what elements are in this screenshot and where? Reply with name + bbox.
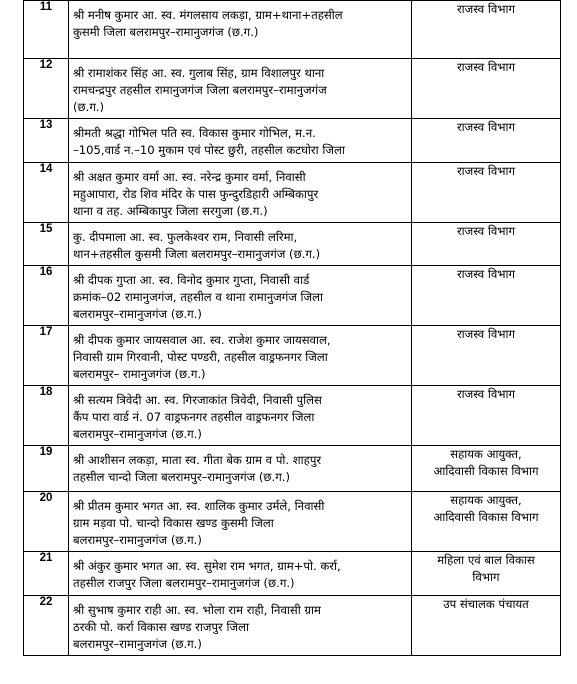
department-line: राजस्व विभाग [456,164,516,178]
document-page [23,0,561,656]
department-cell [412,386,561,446]
name-address-line: कैंप पारा वार्ड नं. 07 वाड्रफनगर तहसील वाड्रफनगर जिला [73,410,315,424]
department-line: उप संचालक पंचायत [443,597,529,611]
name-address-line: श्रीमती श्रद्धा गोभिल पति स्व. विकास कुमार गोभिल, म.न. [73,126,316,140]
department-cell [412,596,561,656]
name-address-line: महुआपारा, रोड शिव मंदिर के पास फुन्दुरडिहारी अम्बिकापुर [73,187,319,201]
name-address-line: बलरामपुर–रामानुजगंज (छ.ग.) [73,533,202,547]
serial-number: 18 [24,386,69,446]
table-row [24,1,561,59]
name-address-line: तहसील राजपुर जिला बलरामपुर–रामानुजगंज (छ.ग.) [73,576,295,590]
name-address-line: रामचन्द्रपुर तहसील रामानुजगंज जिला बलरामपुर–रामानुजगंज [73,83,327,97]
department-cell [412,223,561,266]
name-address-cell [69,1,412,59]
department-cell [412,119,561,163]
table-row [24,596,561,656]
serial-number: 19 [24,446,69,492]
name-address-line: श्री सुभाष कुमार राही आ. स्व. भोला राम राही, निवासी ग्राम [73,603,321,617]
name-address-line: –105,वार्ड न.–10 मुकाम एवं पोस्ट छुरी, तहसील कटघोरा जिला [73,143,345,157]
table-row [24,386,561,446]
name-address-cell [69,326,412,386]
serial-number: 15 [24,223,69,266]
department-line: राजस्व विभाग [456,267,516,281]
name-address-line: श्री दीपक कुमार जायसवाल आ. स्व. राजेश कुमार जायसवाल, [73,333,331,347]
name-address-cell [69,266,412,326]
table-row [24,59,561,119]
table-row [24,492,561,552]
name-address-line: श्री आशीसन लकड़ा, माता स्व. गीता बेक ग्राम व पो. शाहपुर [73,453,322,467]
department-line: आदिवासी विकास विभाग [433,464,539,478]
department-line: विभाग [472,570,500,584]
name-address-line: श्री दीपक गुप्ता आ. स्व. विनोद कुमार गुप्ता, निवासी वार्ड [73,273,310,287]
name-address-line: ग्राम मड़वा पो. चान्दो विकास खण्ड कुसमी जिला [73,516,274,530]
table-row [24,163,561,223]
table-row [24,119,561,163]
serial-number: 17 [24,326,69,386]
table-row [24,266,561,326]
name-address-line: बलरामपुर– रामानुजगंज (छ.ग.) [73,367,206,381]
department-cell [412,266,561,326]
name-address-line: थाना व तह. अम्बिकापुर जिला सरगुजा (छ.ग.) [73,204,268,218]
department-line: राजस्व विभाग [456,327,516,341]
serial-number: 20 [24,492,69,552]
name-address-line: निवासी ग्राम गिरवानी, पोस्ट पण्डरी, तहसील वाड्रफनगर जिला [73,350,328,364]
department-cell [412,163,561,223]
name-address-line: श्री सत्यम त्रिवेदी आ. स्व. गिरजाकांत त्रिवेदी, निवासी पुलिस [73,393,322,407]
table-row [24,326,561,386]
department-cell [412,1,561,59]
department-cell [412,326,561,386]
name-address-cell [69,59,412,119]
department-line: राजस्व विभाग [456,2,516,16]
name-address-cell [69,386,412,446]
beneficiary-table [23,0,561,656]
department-line: सहायक आयुक्त, [450,447,522,461]
department-cell [412,492,561,552]
department-line: राजस्व विभाग [456,224,516,238]
name-address-line: बलरामपुर–रामानुजगंज (छ.ग.) [73,637,202,651]
name-address-line: ठरकी पो. कर्रा विकास खण्ड राजपुर जिला [73,620,249,634]
name-address-line: श्री अंकुर कुमार भगत आ. स्व. सुमेश राम भगत, ग्राम+पो. कर्रा, [73,559,341,573]
name-address-line: कुसमी जिला बलरामपुर–रामानुजगंज (छ.ग.) [73,25,259,39]
name-address-cell [69,223,412,266]
department-cell [412,552,561,596]
name-address-line: श्री रामाशंकर सिंह आ. स्व. गुलाब सिंह, ग्राम विशालपुर थाना [73,66,325,80]
table-row [24,552,561,596]
serial-number: 22 [24,596,69,656]
department-line: राजस्व विभाग [456,60,516,74]
department-cell [412,446,561,492]
name-address-cell [69,446,412,492]
name-address-line: बलरामपुर–रामानुजगंज (छ.ग.) [73,307,202,321]
serial-number: 16 [24,266,69,326]
name-address-line: थान+तहसील कुसमी जिला बलरामपुर–रामानुजगंज (छ.ग.) [73,247,321,261]
department-line: सहायक आयुक्त, [450,493,522,507]
serial-number: 21 [24,552,69,596]
table-row [24,223,561,266]
table-body [24,1,561,656]
name-address-cell [69,492,412,552]
department-line: महिला एवं बाल विकास [437,553,535,567]
serial-number: 13 [24,119,69,163]
department-line: राजस्व विभाग [456,387,516,401]
name-address-cell [69,596,412,656]
name-address-line: कु. दीपमाला आ. स्व. फुलकेश्वर राम, निवासी लरिमा, [73,230,298,244]
name-address-line: श्री मनीष कुमार आ. स्व. मंगलसाय लकड़ा, ग्राम+थाना+तहसील [73,8,343,22]
serial-number: 12 [24,59,69,119]
serial-number: 14 [24,163,69,223]
name-address-line: श्री प्रीतम कुमार भगत आ. स्व. शालिक कुमार उर्मले, निवासी [73,499,325,513]
name-address-cell [69,552,412,596]
name-address-cell [69,163,412,223]
name-address-line: श्री अक्षत कुमार वर्मा आ. स्व. नरेन्द्र कुमार वर्मा, निवासी [73,170,306,184]
table-row [24,446,561,492]
name-address-line: (छ.ग.) [73,100,105,114]
name-address-line: तहसील चान्दो जिला बलरामपुर–रामानुजगंज (छ.ग.) [73,470,290,484]
name-address-line: बलरामपुर–रामानुजगंज (छ.ग.) [73,427,202,441]
name-address-line: क्रमांक–02 रामानुजगंज, तहसील व थाना रामानुजगंज जिला [73,290,324,304]
name-address-cell [69,119,412,163]
serial-number: 11 [24,1,69,59]
department-line: राजस्व विभाग [456,120,516,134]
department-cell [412,59,561,119]
department-line: आदिवासी विकास विभाग [433,510,539,524]
